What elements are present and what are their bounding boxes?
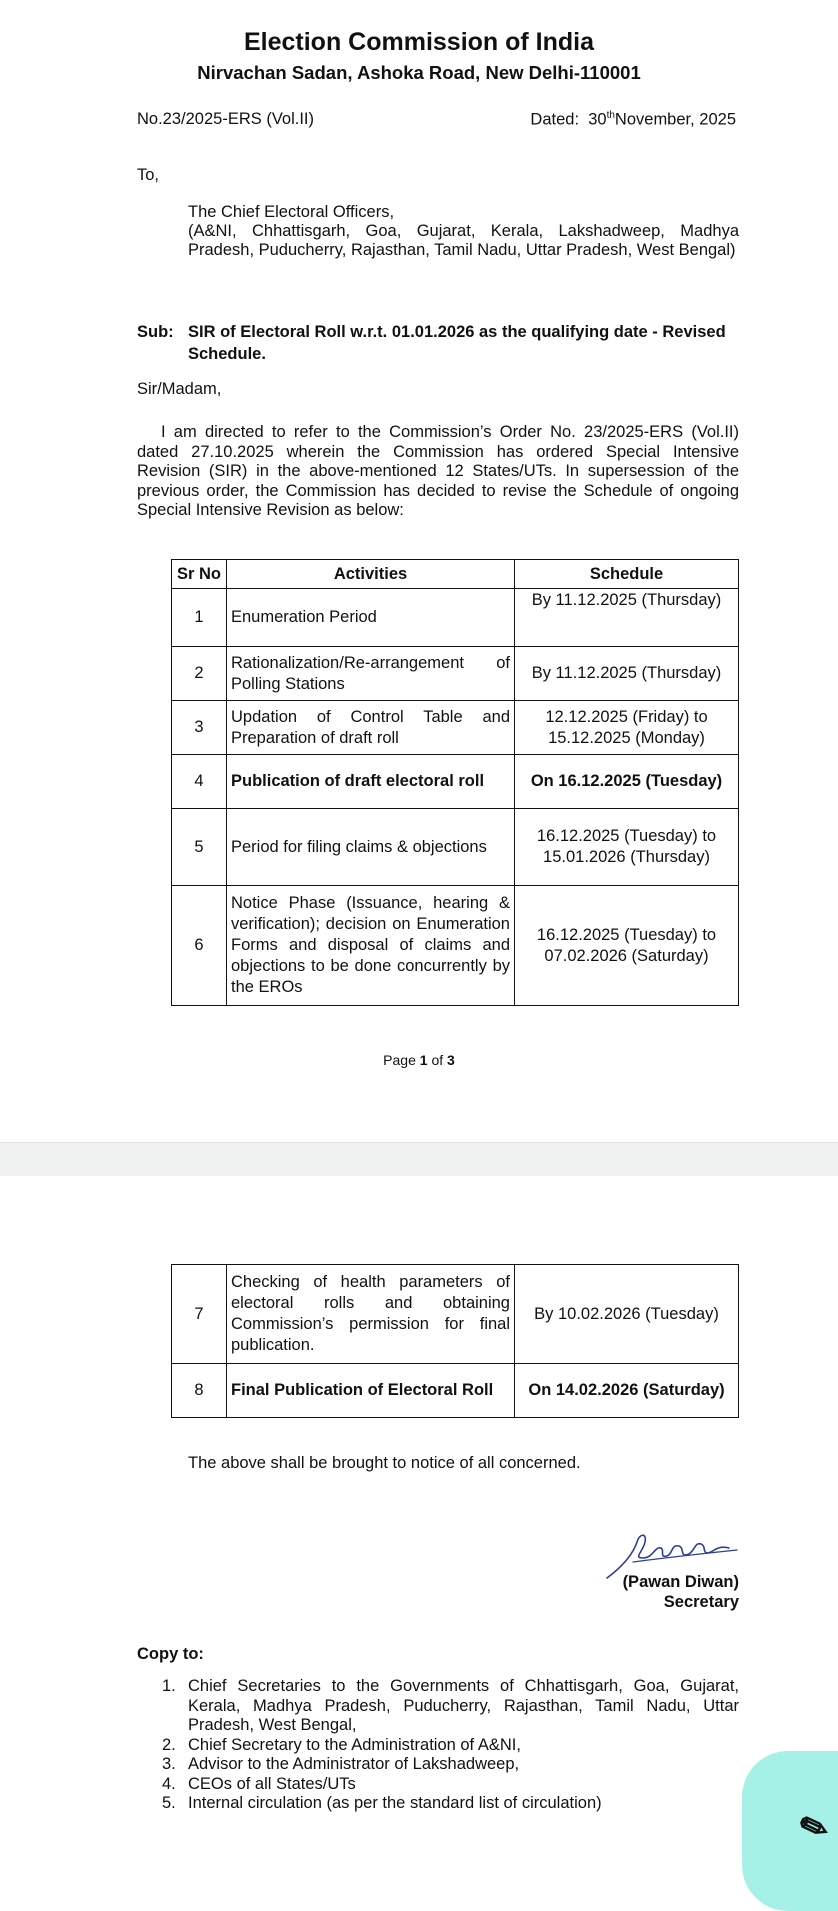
copy-to-label: Copy to: [137, 1645, 204, 1663]
subject-label: Sub: [137, 323, 174, 341]
row-sr-no: 5 [172, 809, 227, 886]
subject-text: SIR of Electoral Roll w.r.t. 01.01.2026 as the qualifying date - Revised Schedule. [188, 323, 726, 363]
row-sr-no: 2 [172, 647, 227, 701]
to-label: To, [137, 166, 160, 184]
row-activity: Notice Phase (Issuance, hearing & verification); decision on Enumeration Forms and disposal of claims and objections to be done concurrently by the EROs [227, 886, 515, 1006]
row-activity: Enumeration Period [227, 589, 515, 647]
salutation: Sir/Madam, [137, 380, 222, 398]
table-row [172, 701, 739, 755]
row-schedule: 16.12.2025 (Tuesday) to 15.01.2026 (Thursday) [515, 809, 739, 886]
edit-pen-icon[interactable]: ✎ [794, 1805, 835, 1851]
row-activity: Updation of Control Table and Preparation of draft roll [227, 701, 515, 755]
table-row [172, 809, 739, 886]
table-row [172, 886, 739, 1006]
copy-to-list [162, 1677, 739, 1814]
table-row [172, 647, 739, 701]
row-sr-no: 7 [172, 1265, 227, 1364]
header-schedule: Schedule [515, 560, 739, 589]
list-item: 2. Chief Secretary to the Administration of A&NI, [162, 1735, 521, 1754]
header-sr-no: Sr No [172, 560, 227, 589]
notice-line: The above shall be brought to notice of all concerned. [188, 1454, 581, 1472]
header-activities: Activities [227, 560, 515, 589]
list-item: 5. Internal circulation (as per the standard list of circulation) [162, 1794, 602, 1812]
table-row [172, 755, 739, 809]
row-schedule: On 16.12.2025 (Tuesday) [515, 755, 739, 809]
reference-number: No.23/2025-ERS (Vol.II) [137, 110, 315, 128]
subject [137, 321, 739, 365]
row-sr-no: 4 [172, 755, 227, 809]
page-separator [0, 1142, 838, 1178]
list-item: 4. CEOs of all States/UTs [162, 1774, 356, 1793]
row-schedule: 12.12.2025 (Friday) to 15.12.2025 (Monday) [515, 701, 739, 755]
row-schedule: On 14.02.2026 (Saturday) [515, 1364, 739, 1418]
schedule-table [171, 559, 739, 1006]
body-paragraph: I am directed to refer to the Commission’s Order No. 23/2025-ERS (Vol.II) dated 27.10.2025 wherein the Commission has ordered Special Intensive Revision (SIR) in the above-mentioned 12 States/UTs. In supersession of the previous order, the Commission has decided to revise the Schedule of ongoing Special Intensive Revision as below: [137, 423, 739, 519]
row-sr-no: 3 [172, 701, 227, 755]
signatory-title: Secretary [663, 1593, 739, 1611]
list-item: 3. Advisor to the Administrator of Lakshadweep, [162, 1755, 520, 1773]
signatory-name: (Pawan Diwan) [622, 1573, 739, 1591]
row-activity: Final Publication of Electoral Roll [227, 1364, 515, 1418]
signatory [623, 1572, 739, 1612]
table-header-row [172, 560, 739, 589]
row-schedule: By 10.02.2026 (Tuesday) [515, 1265, 739, 1364]
row-sr-no: 8 [172, 1364, 227, 1418]
schedule-table-continued [171, 1264, 739, 1418]
table-row [172, 1364, 739, 1418]
org-title: Election Commission of India [243, 28, 595, 56]
row-schedule: By 11.12.2025 (Thursday) [515, 589, 739, 647]
row-sr-no: 1 [172, 589, 227, 647]
row-activity: Period for filing claims & objections [227, 809, 515, 886]
table-row [172, 1265, 739, 1364]
list-item: 1. Chief Secretaries to the Governments of Chhattisgarh, Goa, Gujarat, Kerala, Madhya Pradesh, Puducherry, Rajasthan, Tamil Nadu, Uttar Pradesh, West Bengal, [162, 1677, 739, 1734]
row-schedule: 16.12.2025 (Tuesday) to 07.02.2026 (Saturday) [515, 886, 739, 1006]
table-row [172, 589, 739, 647]
addressee: The Chief Electoral Officers, (A&NI, Chhattisgarh, Goa, Gujarat, Kerala, Lakshadweep, Madhya Pradesh, Puducherry, Rajasthan, Tamil Nadu, Uttar Pradesh, West Bengal) [188, 203, 739, 259]
row-sr-no: 6 [172, 886, 227, 1006]
row-activity: Rationalization/Re-arrangement of Polling Stations [227, 647, 515, 701]
row-activity: Publication of draft electoral roll [227, 755, 515, 809]
page-indicator: Page 1 of 3 [383, 1052, 455, 1068]
org-address: Nirvachan Sadan, Ashoka Road, New Delhi-110001 [197, 62, 641, 83]
row-schedule: By 11.12.2025 (Thursday) [515, 647, 739, 701]
letter-date: Dated: 30thNovember, 2025 [530, 110, 736, 129]
row-activity: Checking of health parameters of electoral rolls and obtaining Commission’s permission for final publication. [227, 1265, 515, 1364]
